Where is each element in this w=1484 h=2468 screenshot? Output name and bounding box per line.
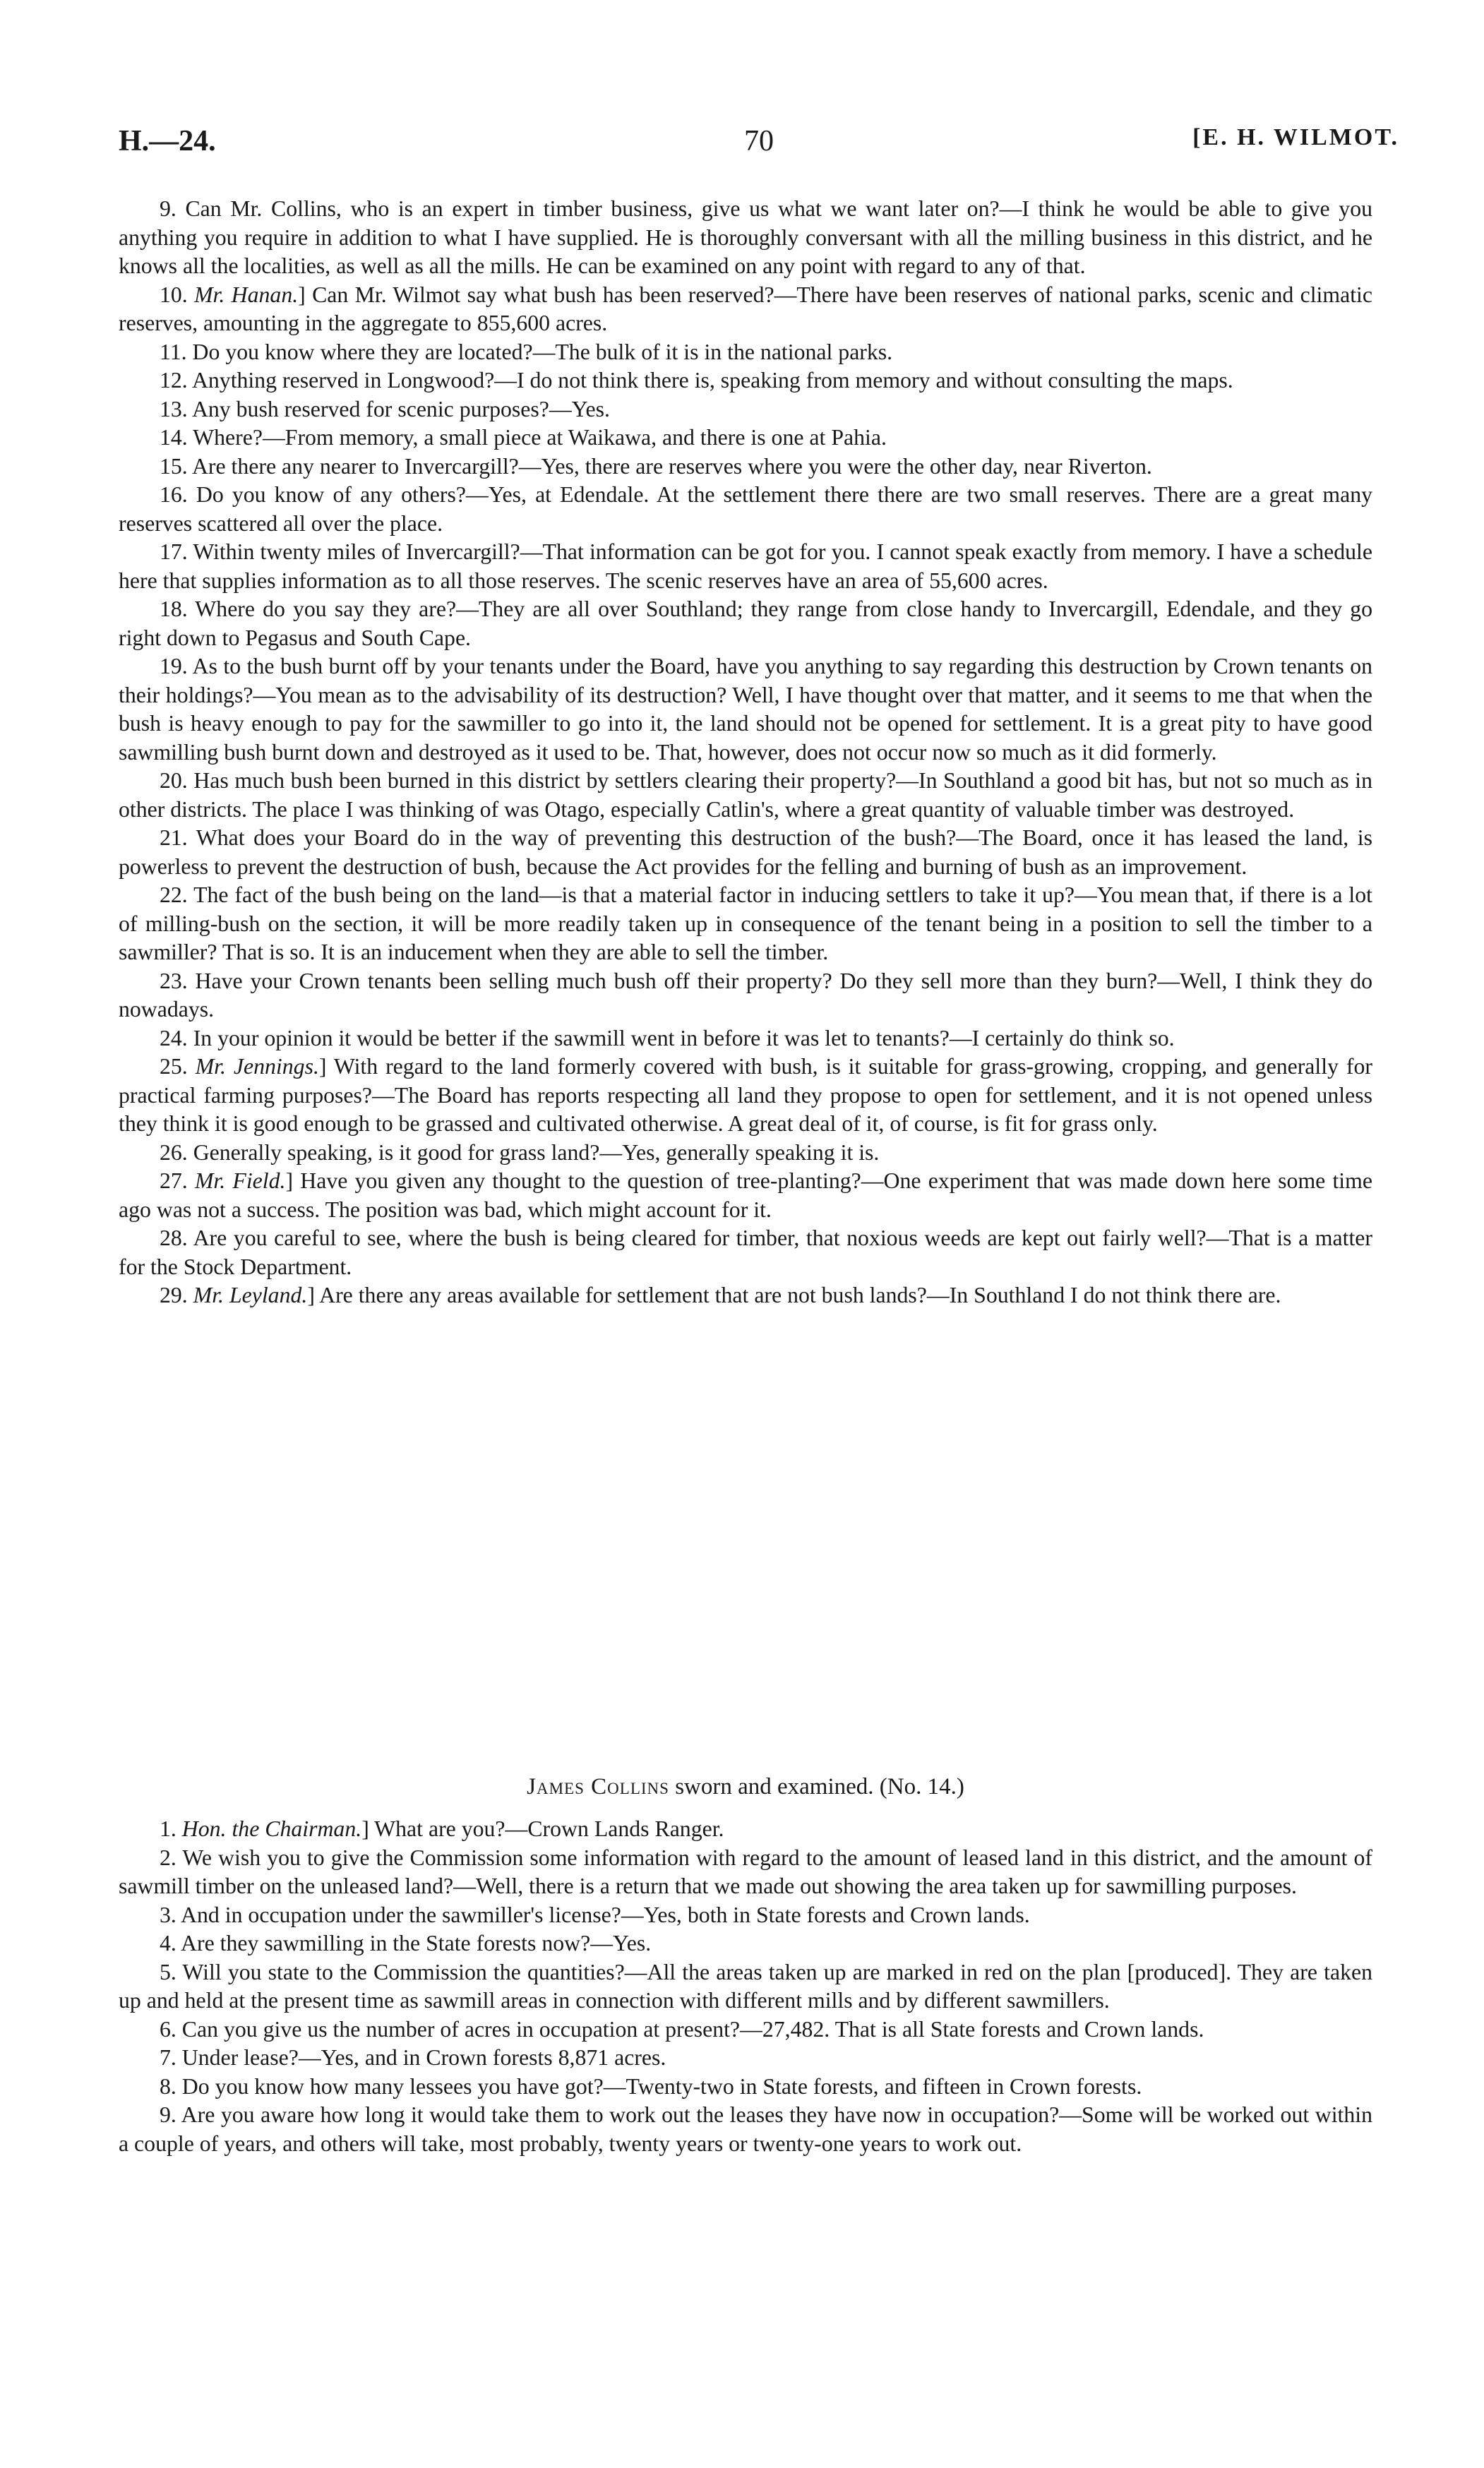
question-paragraph: [119, 881, 1372, 967]
speaker-name: Mr. Field.: [194, 1168, 286, 1193]
page-number: 70: [744, 125, 774, 157]
question-paragraph: [119, 195, 1372, 281]
question-paragraph: [119, 281, 1372, 338]
testimony-collins: [119, 1815, 1372, 2158]
question-paragraph: [119, 1844, 1372, 1901]
question-paragraph: [119, 2101, 1372, 2158]
paragraph-text: 22. The fact of the bush being on the land—is that a material factor in inducing settlers to take it up?—You mean that, if there is a lot of milling-bush on the section, it will be more readily taken up in consequence of the tenant being in a position to sell the timber to a sawmiller? That is so. It is an inducement when they are able to sell the timber.: [119, 882, 1372, 964]
section-heading-text: sworn and examined. (No. 14.): [669, 1774, 964, 1799]
document-code: H.—24.: [119, 125, 216, 157]
paragraph-text: ] What are you?—Crown Lands Ranger.: [361, 1816, 724, 1841]
question-paragraph: [119, 767, 1372, 824]
paragraph-text: 11. Do you know where they are located?—The bulk of it is in the national parks.: [160, 339, 893, 364]
question-number: 29.: [160, 1283, 193, 1307]
paragraph-text: 17. Within twenty miles of Invercargill?—That information can be got for you. I cannot speak exactly from memory. I have a schedule here that supplies information as to all those reserves. The scenic reserves have an area of 55,600 acres.: [119, 539, 1372, 593]
question-paragraph: [119, 1224, 1372, 1281]
question-paragraph: [119, 1929, 1372, 1958]
question-number: 1.: [160, 1816, 182, 1841]
paragraph-text: 24. In your opinion it would be better if the sawmill went in before it was let to tenants?—I certainly do think so.: [160, 1025, 1175, 1050]
paragraph-text: 23. Have your Crown tenants been selling much bush off their property? Do they sell more than they burn?—Well, I think they do nowadays.: [119, 968, 1372, 1022]
paragraph-text: 7. Under lease?—Yes, and in Crown forests 8,871 acres.: [160, 2045, 666, 2070]
page-header: [119, 124, 1399, 167]
question-paragraph: [119, 652, 1372, 767]
paragraph-text: 12. Anything reserved in Longwood?—I do not think there is, speaking from memory and without consulting the maps.: [160, 368, 1233, 393]
question-paragraph: [119, 2015, 1372, 2044]
question-paragraph: [119, 1901, 1372, 1930]
paragraph-text: ] Have you given any thought to the question of tree-planting?—One experiment that was made down here some time ago was not a success. The position was bad, which might account for it.: [119, 1168, 1372, 1222]
paragraph-text: 8. Do you know how many lessees you have got?—Twenty-two in State forests, and fifteen in Crown forests.: [160, 2073, 1142, 2099]
paragraph-text: ] With regard to the land formerly covered with bush, is it suitable for grass-growing, cropping, and generally for practical farming purposes?—The Board has reports respecting all land they propose to open for settlement, and it is not opened unless they think it is good enough to be grassed and cultivated otherwise. A great deal of it, of course, is fit for grass only.: [119, 1054, 1372, 1136]
paragraph-text: 6. Can you give us the number of acres in occupation at present?—27,482. That is all State forests and Crown lands.: [160, 2016, 1204, 2042]
paragraph-text: 2. We wish you to give the Commission some information with regard to the amount of leased land in this district, and the amount of sawmill timber on the unleased land?—Well, there is a return that we made out showing the area taken up for sawmilling purposes.: [119, 1845, 1372, 1898]
paragraph-text: 5. Will you state to the Commission the quantities?—All the areas taken up are marked in red on the plan [produced]. They are taken up and held at the present time as sawmill areas in connection with different mills and by different sawmillers.: [119, 1959, 1372, 2013]
paragraph-text: 13. Any bush reserved for scenic purposes?—Yes.: [160, 396, 610, 421]
question-paragraph: [119, 481, 1372, 538]
witness-name-header: [E. H. WILMOT.: [1192, 124, 1399, 150]
paragraph-text: 21. What does your Board do in the way of preventing this destruction of the bush?—The Board, once it has leased the land, is powerless to prevent the destruction of bush, because the Act provides for the felling and burning of bush as an improvement.: [119, 825, 1372, 879]
question-paragraph: [119, 453, 1372, 481]
paragraph-text: ] Can Mr. Wilmot say what bush has been reserved?—There have been reserves of national parks, scenic and climatic reserves, amounting in the aggregate to 855,600 acres.: [119, 282, 1372, 335]
speaker-name: Mr. Hanan.: [194, 282, 299, 307]
question-number: 10.: [160, 282, 195, 307]
question-paragraph: [119, 2044, 1372, 2073]
question-paragraph: [119, 538, 1372, 595]
paragraph-text: 26. Generally speaking, is it good for grass land?—Yes, generally speaking it is.: [160, 1139, 880, 1165]
question-paragraph: [119, 1024, 1372, 1053]
question-paragraph: [119, 1053, 1372, 1139]
paragraph-text: 14. Where?—From memory, a small piece at Waikawa, and there is one at Pahia.: [160, 425, 887, 450]
paragraph-text: 19. As to the bush burnt off by your tenants under the Board, have you anything to say regarding this destruction by Crown tenants on their holdings?—You mean as to the advisability of its destruction? Well, I have thought over that matter, and it seems to me that when the bush is heavy enough to pay for the sawmiller to go into it, the land should not be opened for settlement. It is a great pity to have good sawmilling bush burnt down and destroyed as it used to be. That, however, does not occur now so much as it did formerly.: [119, 654, 1372, 765]
paragraph-text: 3. And in occupation under the sawmiller's license?—Yes, both in State forests and Crown lands.: [160, 1902, 1030, 1927]
speaker-name: Mr. Leyland.: [193, 1283, 308, 1307]
question-paragraph: [119, 595, 1372, 652]
question-paragraph: [119, 1815, 1372, 1844]
question-paragraph: [119, 338, 1372, 367]
paragraph-text: 28. Are you careful to see, where the bush is being cleared for timber, that noxious weeds are kept out fairly well?—That is a matter for the Stock Department.: [119, 1226, 1372, 1279]
paragraph-text: 4. Are they sawmilling in the State forests now?—Yes.: [160, 1931, 652, 1955]
question-number: 25.: [160, 1054, 196, 1079]
question-paragraph: [119, 1167, 1372, 1224]
question-paragraph: [119, 967, 1372, 1024]
question-paragraph: [119, 1958, 1372, 2015]
speaker-name: Mr. Jennings.: [195, 1054, 319, 1079]
question-paragraph: [119, 1139, 1372, 1168]
question-paragraph: [119, 395, 1372, 424]
speaker-name: Hon. the Chairman.: [181, 1816, 362, 1841]
question-paragraph: [119, 366, 1372, 395]
question-paragraph: [119, 824, 1372, 881]
question-number: 27.: [160, 1168, 195, 1193]
question-paragraph: [119, 1281, 1372, 1310]
question-paragraph: [119, 2073, 1372, 2102]
paragraph-text: 16. Do you know of any others?—Yes, at Edendale. At the settlement there there are two small reserves. There are a great many reserves scattered all over the place.: [119, 482, 1372, 536]
paragraph-text: 15. Are there any nearer to Invercargill?—Yes, there are reserves where you were the other day, near Riverton.: [160, 453, 1152, 479]
witness-name: James Collins: [527, 1774, 669, 1799]
paragraph-text: 9. Are you aware how long it would take them to work out the leases they have now in occupation?—Some will be worked out within a couple of years, and others will take, most probably, twenty years or twenty-one years to work out.: [119, 2102, 1372, 2156]
question-paragraph: [119, 424, 1372, 453]
paragraph-text: 20. Has much bush been burned in this district by settlers clearing their property?—In Southland a good bit has, but not so much as in other districts. The place I was thinking of was Otago, especially Catlin's, where a great quantity of valuable timber was destroyed.: [119, 768, 1372, 822]
section-heading: [119, 1774, 1372, 1800]
paragraph-text: 18. Where do you say they are?—They are all over Southland; they range from close handy to Invercargill, Edendale, and they go right down to Pegasus and South Cape.: [119, 597, 1372, 650]
paragraph-text: 9. Can Mr. Collins, who is an expert in timber business, give us what we want later on?—I think he would be able to give you anything you require in addition to what I have supplied. He is thoroughly conversant with all the milling business in this district, and he knows all the localities, as well as all the mills. He can be examined on any point with regard to any of that.: [119, 196, 1372, 278]
paragraph-text: ] Are there any areas available for settlement that are not bush lands?—In Southland I do not think there are.: [307, 1283, 1281, 1307]
testimony-wilmot: [119, 195, 1372, 1310]
